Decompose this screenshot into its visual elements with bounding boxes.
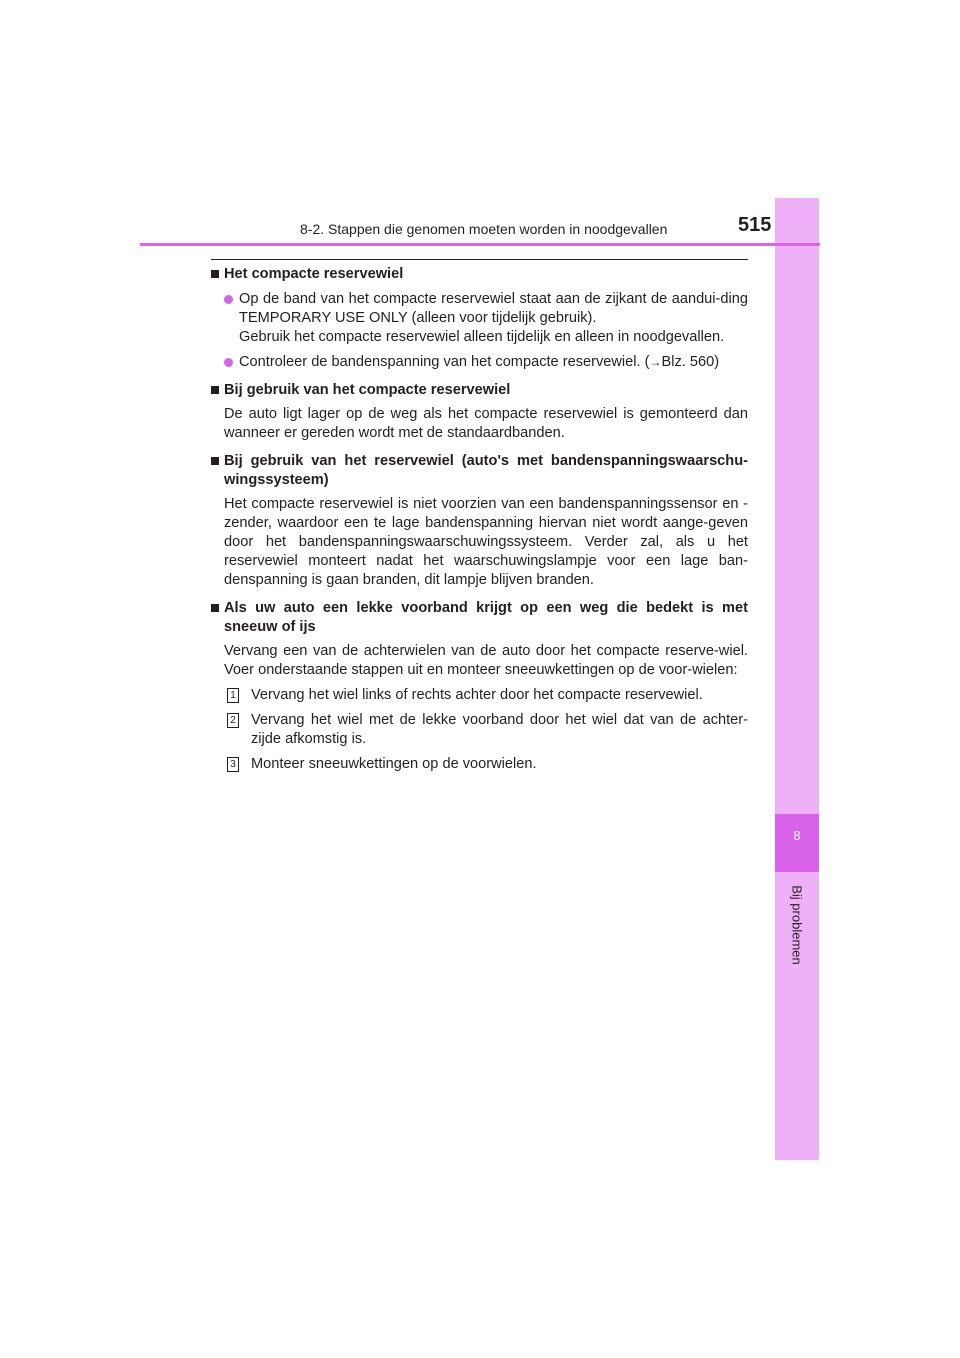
arrow-right-icon: →: [649, 355, 662, 369]
chapter-title: Bij problemen: [789, 885, 805, 965]
step-number-badge: 2: [227, 713, 239, 728]
square-bullet-icon: [211, 457, 219, 465]
section-tpms-spare: [211, 452, 748, 590]
step-item: [224, 755, 748, 774]
page-content: [211, 265, 748, 783]
step-item: [224, 711, 748, 749]
chapter-number: 8: [793, 828, 801, 843]
round-bullet-icon: [224, 295, 233, 304]
section-flat-front-snow: [211, 599, 748, 774]
bullet-text-extra: Gebruik het compacte reservewiel alleen tijdelijk en alleen in noodgevallen.: [239, 329, 725, 345]
step-text: Vervang het wiel met de lekke voorband door het wiel dat van de achter-zijde afkomstig is.: [251, 712, 748, 747]
page-reference-link[interactable]: Blz. 560): [661, 354, 720, 370]
header-section-title: 8-2. Stappen die genomen moeten worden in noodgevallen: [300, 221, 668, 237]
step-text: Vervang het wiel links of rechts achter door het compacte reservewiel.: [251, 687, 703, 703]
bullet-item: [224, 290, 748, 347]
round-bullet-icon: [224, 358, 233, 367]
chapter-tab: [775, 814, 819, 872]
section-compact-spare: [211, 265, 748, 372]
bullet-item: [224, 353, 748, 372]
section-using-compact-spare: [211, 381, 748, 443]
page-number: 515: [738, 214, 772, 236]
step-number-badge: 3: [227, 757, 239, 772]
step-item: [224, 686, 748, 705]
square-bullet-icon: [211, 386, 219, 394]
section-title: Het compacte reservewiel: [224, 266, 404, 282]
section-body: De auto ligt lager op de weg als het compacte reservewiel is gemonteerd dan wanneer er gereden wordt met de standaardbanden.: [224, 406, 748, 441]
square-bullet-icon: [211, 604, 219, 612]
chapter-sidebar: [775, 198, 819, 1160]
bullet-text: Controleer de bandenspanning van het compacte reservewiel. (: [239, 354, 650, 370]
content-top-rule: [211, 259, 748, 260]
step-text: Monteer sneeuwkettingen op de voorwielen.: [251, 756, 537, 772]
section-body: Het compacte reservewiel is niet voorzien van een bandenspanningssensor en -zender, waardoor een te lage bandenspanning hiervan niet wordt aange-geven door het bandenspanningswaarschuwingssysteem. Verder zal, als u het reservewiel monteert nadat het waarschuwingslampje voor een lage ban-denspanning is gaan branden, dit lampje blijven branden.: [224, 496, 748, 588]
step-number-badge: 1: [227, 688, 239, 703]
bullet-text: Op de band van het compacte reservewiel staat aan de zijkant de aandui-ding TEMPORARY USE ONLY (alleen voor tijdelijk gebruik).: [239, 291, 748, 326]
section-body: Vervang een van de achterwielen van de auto door het compacte reserve-wiel. Voer onderstaande stappen uit en monteer sneeuwkettingen op de voor-wielen:: [224, 643, 748, 678]
section-title: Als uw auto een lekke voorband krijgt op een weg die bedekt is met sneeuw of ijs: [224, 600, 748, 635]
section-title: Bij gebruik van het reservewiel (auto's met bandenspanningswaarschu-wingssysteem): [224, 453, 748, 488]
header-rule: [140, 243, 820, 246]
square-bullet-icon: [211, 270, 219, 278]
section-title: Bij gebruik van het compacte reservewiel: [224, 382, 511, 398]
